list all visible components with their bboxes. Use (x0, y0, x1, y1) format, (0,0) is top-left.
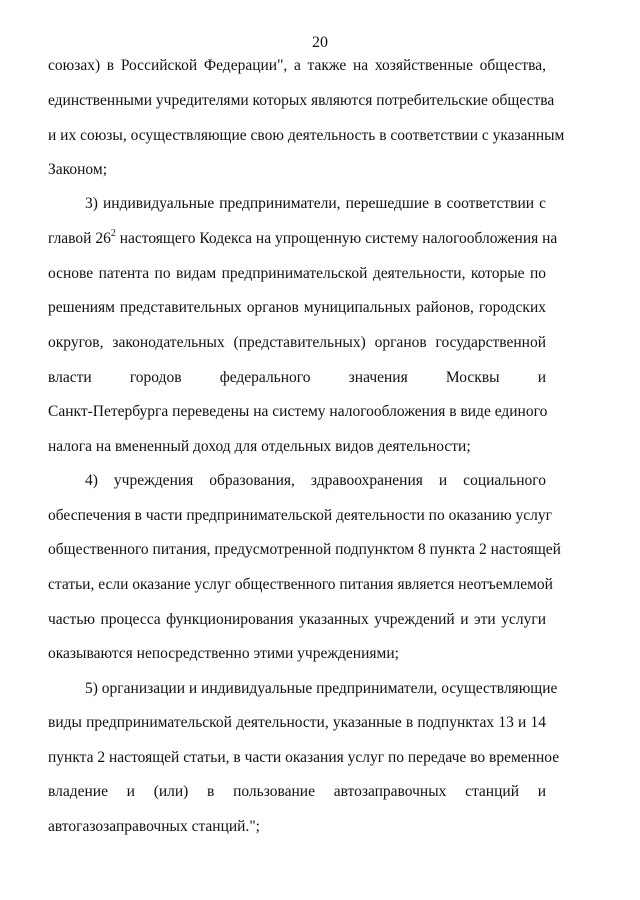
text-line: основе патента по видам предпринимательской деятельности, которые по (48, 265, 546, 282)
text-line: 4) учреждения образования, здравоохранения и социального (85, 472, 546, 489)
text-line: решениям представительных органов муниципальных районов, городских (48, 299, 546, 316)
text-line: 5) организации и индивидуальные предприниматели, осуществляющие (85, 680, 558, 697)
text-line: 3) индивидуальные предприниматели, перешедшие в соответствии с (85, 195, 546, 212)
text-line: налога на вмененный доход для отдельных видов деятельности; (48, 438, 471, 455)
text-line: статьи, если оказание услуг общественного питания является неотъемлемой (48, 576, 553, 593)
text-fragment: главой 26 (48, 230, 111, 247)
text-line: обеспечения в части предпринимательской деятельности по оказанию услуг (48, 507, 553, 524)
text-line: власти городов федерального значения Москвы и (48, 369, 546, 386)
text-line: Законом; (48, 161, 108, 178)
text-line: союзах) в Российской Федерации", а также на хозяйственные общества, (48, 57, 546, 74)
text-line: общественного питания, предусмотренной подпунктом 8 пункта 2 настоящей (48, 541, 561, 558)
text-line: Санкт-Петербурга переведены на систему налогообложения в виде единого (48, 403, 548, 420)
text-fragment: настоящего Кодекса на упрощенную систему налогообложения на (115, 230, 558, 247)
text-line: округов, законодательных (представительных) органов государственной (48, 334, 546, 351)
text-line (48, 228, 558, 249)
text-line: и их союзы, осуществляющие свою деятельность в соответствии с указанным (48, 127, 565, 144)
text-line: автогазозаправочных станций."; (48, 818, 260, 835)
text-line: единственными учредителями которых являются потребительские общества (48, 92, 555, 109)
superscript: 2 (110, 228, 116, 239)
page-number: 20 (312, 34, 328, 51)
text-line: частью процесса функционирования указанных учреждений и эти услуги (48, 611, 546, 628)
text-line: виды предпринимательской деятельности, указанные в подпунктах 13 и 14 (48, 714, 546, 731)
text-line: пункта 2 настоящей статьи, в части оказания услуг по передаче во временное (48, 749, 560, 766)
text-line: владение и (или) в пользование автозаправочных станций и (48, 783, 546, 800)
text-line: оказываются непосредственно этими учреждениями; (48, 645, 399, 662)
